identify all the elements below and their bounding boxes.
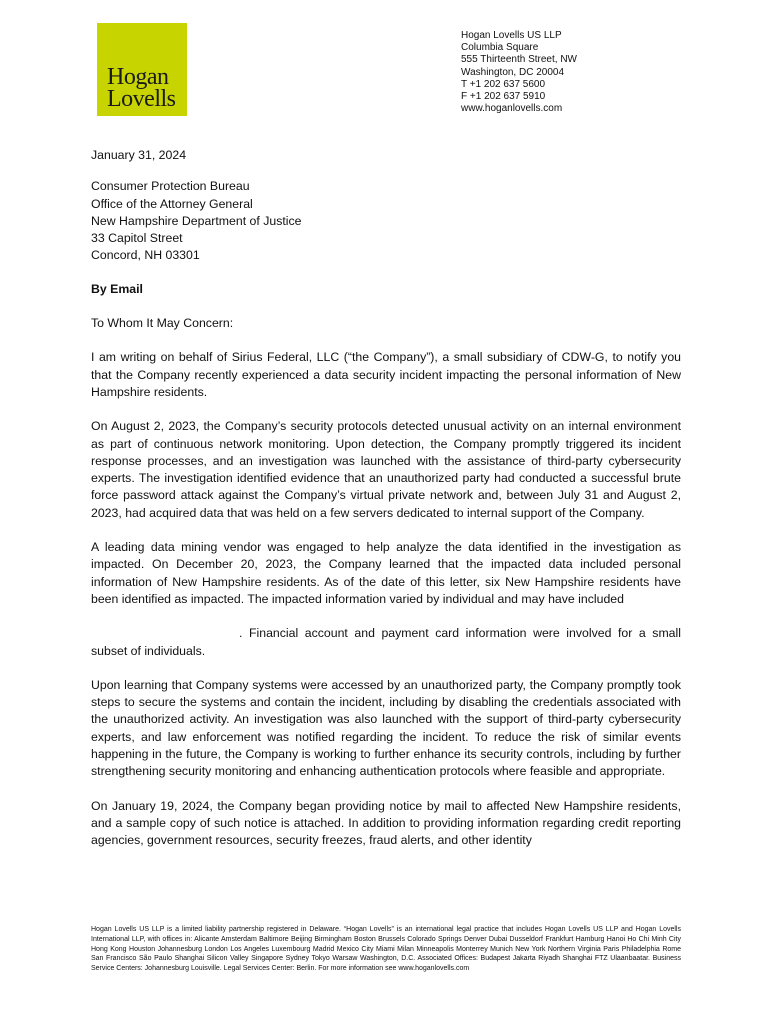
address-fax: F +1 202 637 5910 [461, 91, 546, 103]
recipient-line-1: Consumer Protection Bureau [91, 179, 250, 194]
delivery-method: By Email [91, 281, 143, 296]
recipient-address [91, 178, 681, 264]
redacted-region [91, 608, 681, 625]
letter-body [91, 147, 681, 867]
paragraph-intro: I am writing on behalf of Sirius Federal, LLC (“the Company”), a small subsidiary of CDW-G, to notify you that the Company recently experienced a data security incident impacting the personal information of New Hampshire residents. [91, 350, 681, 399]
logo-wordmark [107, 66, 176, 110]
firm-name: Hogan Lovells US LLP [461, 30, 562, 41]
recipient-line-3: New Hampshire Department of Justice [91, 213, 302, 228]
recipient-line-2: Office of the Attorney General [91, 196, 253, 211]
paragraph-impact-continued: . Financial account and payment card information were involved for a small subset of individuals. [91, 626, 681, 658]
firm-footer: Hogan Lovells US LLP is a limited liability partnership registered in Delaware. “Hogan Lovells” is an international legal practice that includes Hogan Lovells US LLP and Hogan Lovells International LLP, with offices in: Alicante Amsterdam Baltimore Beijing Birmingham Boston Brussels Colorado Springs Denver Dubai Dusseldorf Frankfurt Hamburg Hanoi Ho Chi Minh City Hong Kong Houston Johannesburg London Los Angeles Luxembourg Madrid Mexico City Miami Milan Minneapolis Monterrey Munich New York Northern Virginia Paris Philadelphia Rome San Francisco São Paulo Shanghai Silicon Valley Singapore Sydney Tokyo Warsaw Washington, D.C. Associated Offices: Budapest Jakarta Riyadh Shanghai FTZ Ulaanbaatar. Business Service Centers: Johannesburg Louisville. Legal Services Center: Berlin. For more information see www.hoganlovells.com [91, 926, 681, 973]
firm-address-block [461, 30, 577, 115]
salutation: To Whom It May Concern: [91, 316, 234, 331]
logo-line-2: Lovells [107, 86, 176, 112]
address-building: Columbia Square [461, 42, 539, 54]
paragraph-notice: On January 19, 2024, the Company began providing notice by mail to affected New Hampshire residents, and a sample copy of such notice is attached. In addition to providing information regarding credit reporting agencies, government resources, security freezes, fraud alerts, and other identity [91, 798, 681, 848]
address-telephone: T +1 202 637 5600 [461, 78, 546, 90]
address-city: Washington, DC 20004 [461, 66, 565, 78]
address-website: www.hoganlovells.com [461, 103, 563, 115]
hogan-lovells-logo [97, 23, 187, 116]
logo-line-1: Hogan [107, 64, 169, 90]
recipient-line-4: 33 Capitol Street [91, 231, 183, 246]
recipient-line-5: Concord, NH 03301 [91, 248, 200, 263]
letter-date: January 31, 2024 [91, 148, 187, 162]
address-street: 555 Thirteenth Street, NW [461, 54, 577, 66]
paragraph-incident: On August 2, 2023, the Company’s security protocols detected unusual activity on an internal environment as part of continuous network monitoring. Upon detection, the Company promptly triggered its incident response processes, and an investigation was launched with the assistance of third-party cybersecurity experts. The investigation identified evidence that an unauthorized party had conducted a successful brute force password attack against the Company’s virtual private network and, between July 31 and August 2, 2023, had acquired data that was held on a few servers dedicated to internal support of the Company. [91, 419, 681, 520]
paragraph-response: Upon learning that Company systems were accessed by an unauthorized party, the Company promptly took steps to secure the systems and contain the incident, including by disabling the credentials associated with the unauthorized activity. An investigation was also launched with the support of third-party cybersecurity experts, and law enforcement was notified regarding the incident. To reduce the risk of similar events happening in the future, the Company is working to further enhance its security controls, including by further strengthening security monitoring and enhancing authentication protocols where feasible and appropriate. [91, 677, 681, 779]
paragraph-impact: A leading data mining vendor was engaged to help analyze the data identified in the investigation as impacted. On December 20, 2023, the Company learned that the impacted data included personal information of New Hampshire residents. As of the date of this letter, six New Hampshire residents have been identified as impacted. The impacted information varied by individual and may have included [91, 540, 681, 606]
